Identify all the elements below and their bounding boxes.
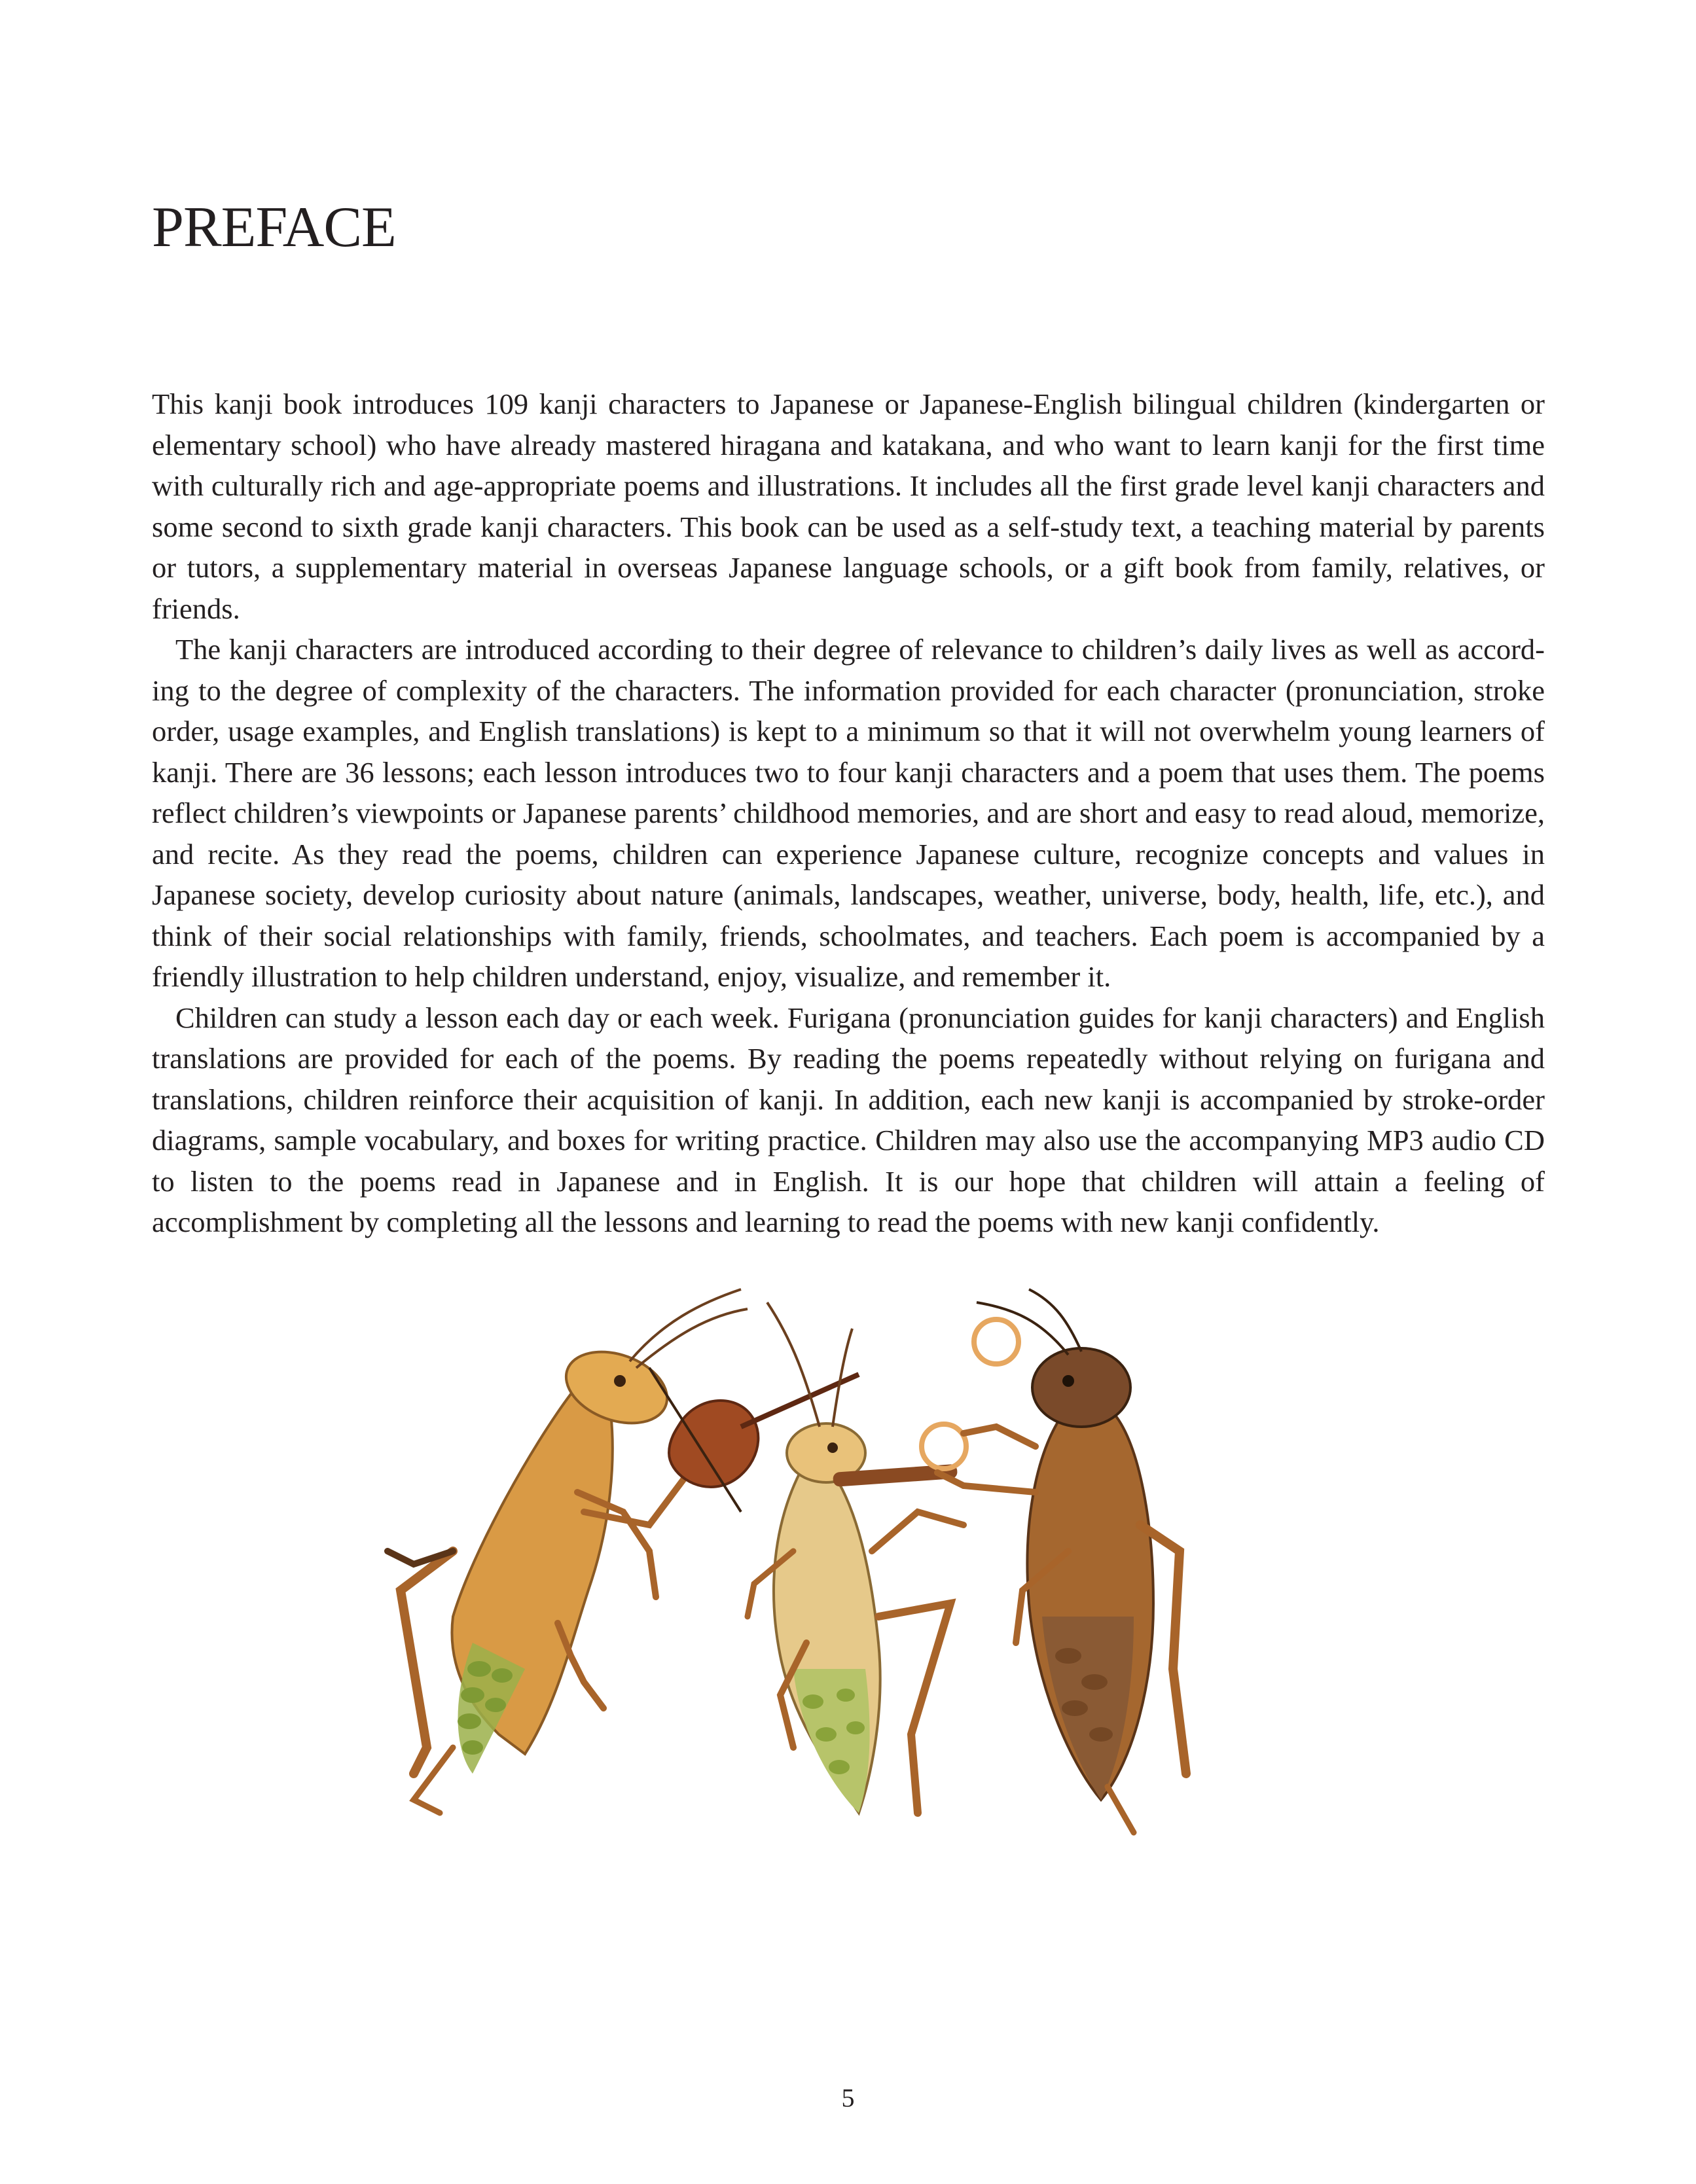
page-number: 5 [841,2083,855,2113]
grasshopper-percussionist [937,1289,1186,1833]
paragraph-3: Children can study a lesson each day or each week. Furigana (pronunciation guides for kanji characters) and English translations are provided for each of the poems. By reading the poems repeatedly without relying on furigana and translations, children reinforce their acquisition of kanji. In addition, each new kanji is accompanied by stroke-order diagrams, sample vocabulary, and boxes for writing practice. Children may also use the accompanying MP3 audio CD to listen to the poems read in Japanese and in English. It is our hope that children will attain a feeling of accomplishment by completing all the lessons and learning to read the poems with new kanji confidently. [152,1001,1545,1238]
paragraph-1: This kanji book introduces 109 kanji characters to Japanese or Japanese-English bilingual children (kindergarten or elementary school) who have already mastered hiragana and katakana, and who want to learn kanji for the first time with culturally rich and age-appropriate poems and illustrations. It includes all the first grade level kanji characters and some second to sixth grade kanji characters. This book can be used as a self-study text, a teaching material by parents or tutors, a supplementary material in overseas Japanese language schools, or a gift book from family, relatives, or friends. [152,387,1545,625]
tambourine-rings [922,1319,1019,1469]
grasshopper-violinist [388,1289,748,1813]
grasshopper-band-illustration [374,1276,1330,1898]
page-title: PREFACE [152,196,396,259]
grasshopper-flutist [748,1302,964,1813]
paragraph-2: The kanji characters are introduced according to their degree of relevance to children’s daily lives as well as according to the degree of complexity of the characters. The information provided for each character (pronunciation, stroke order, usage examples, and English translations) is kept to a minimum so that it will not overwhelm young learners of kanji. There are 36 lessons; each lesson introduces two to four kanji characters and a poem that uses them. The poems reflect children’s viewpoints or Japanese parents’ childhood memories, and are short and easy to read aloud, memorize, and recite. As they read the poems, children can experience Japanese culture, recognize concepts and values in Japanese society, develop curiosity about nature (animals, landscapes, weather, universe, body, health, life, etc.), and think of their social relationships with family, friends, schoolmates, and teachers. Each poem is accompanied by a friendly illustration to help children understand, enjoy, visualize, and remember it. [152,633,1545,993]
preface-body [152,384,1545,1243]
